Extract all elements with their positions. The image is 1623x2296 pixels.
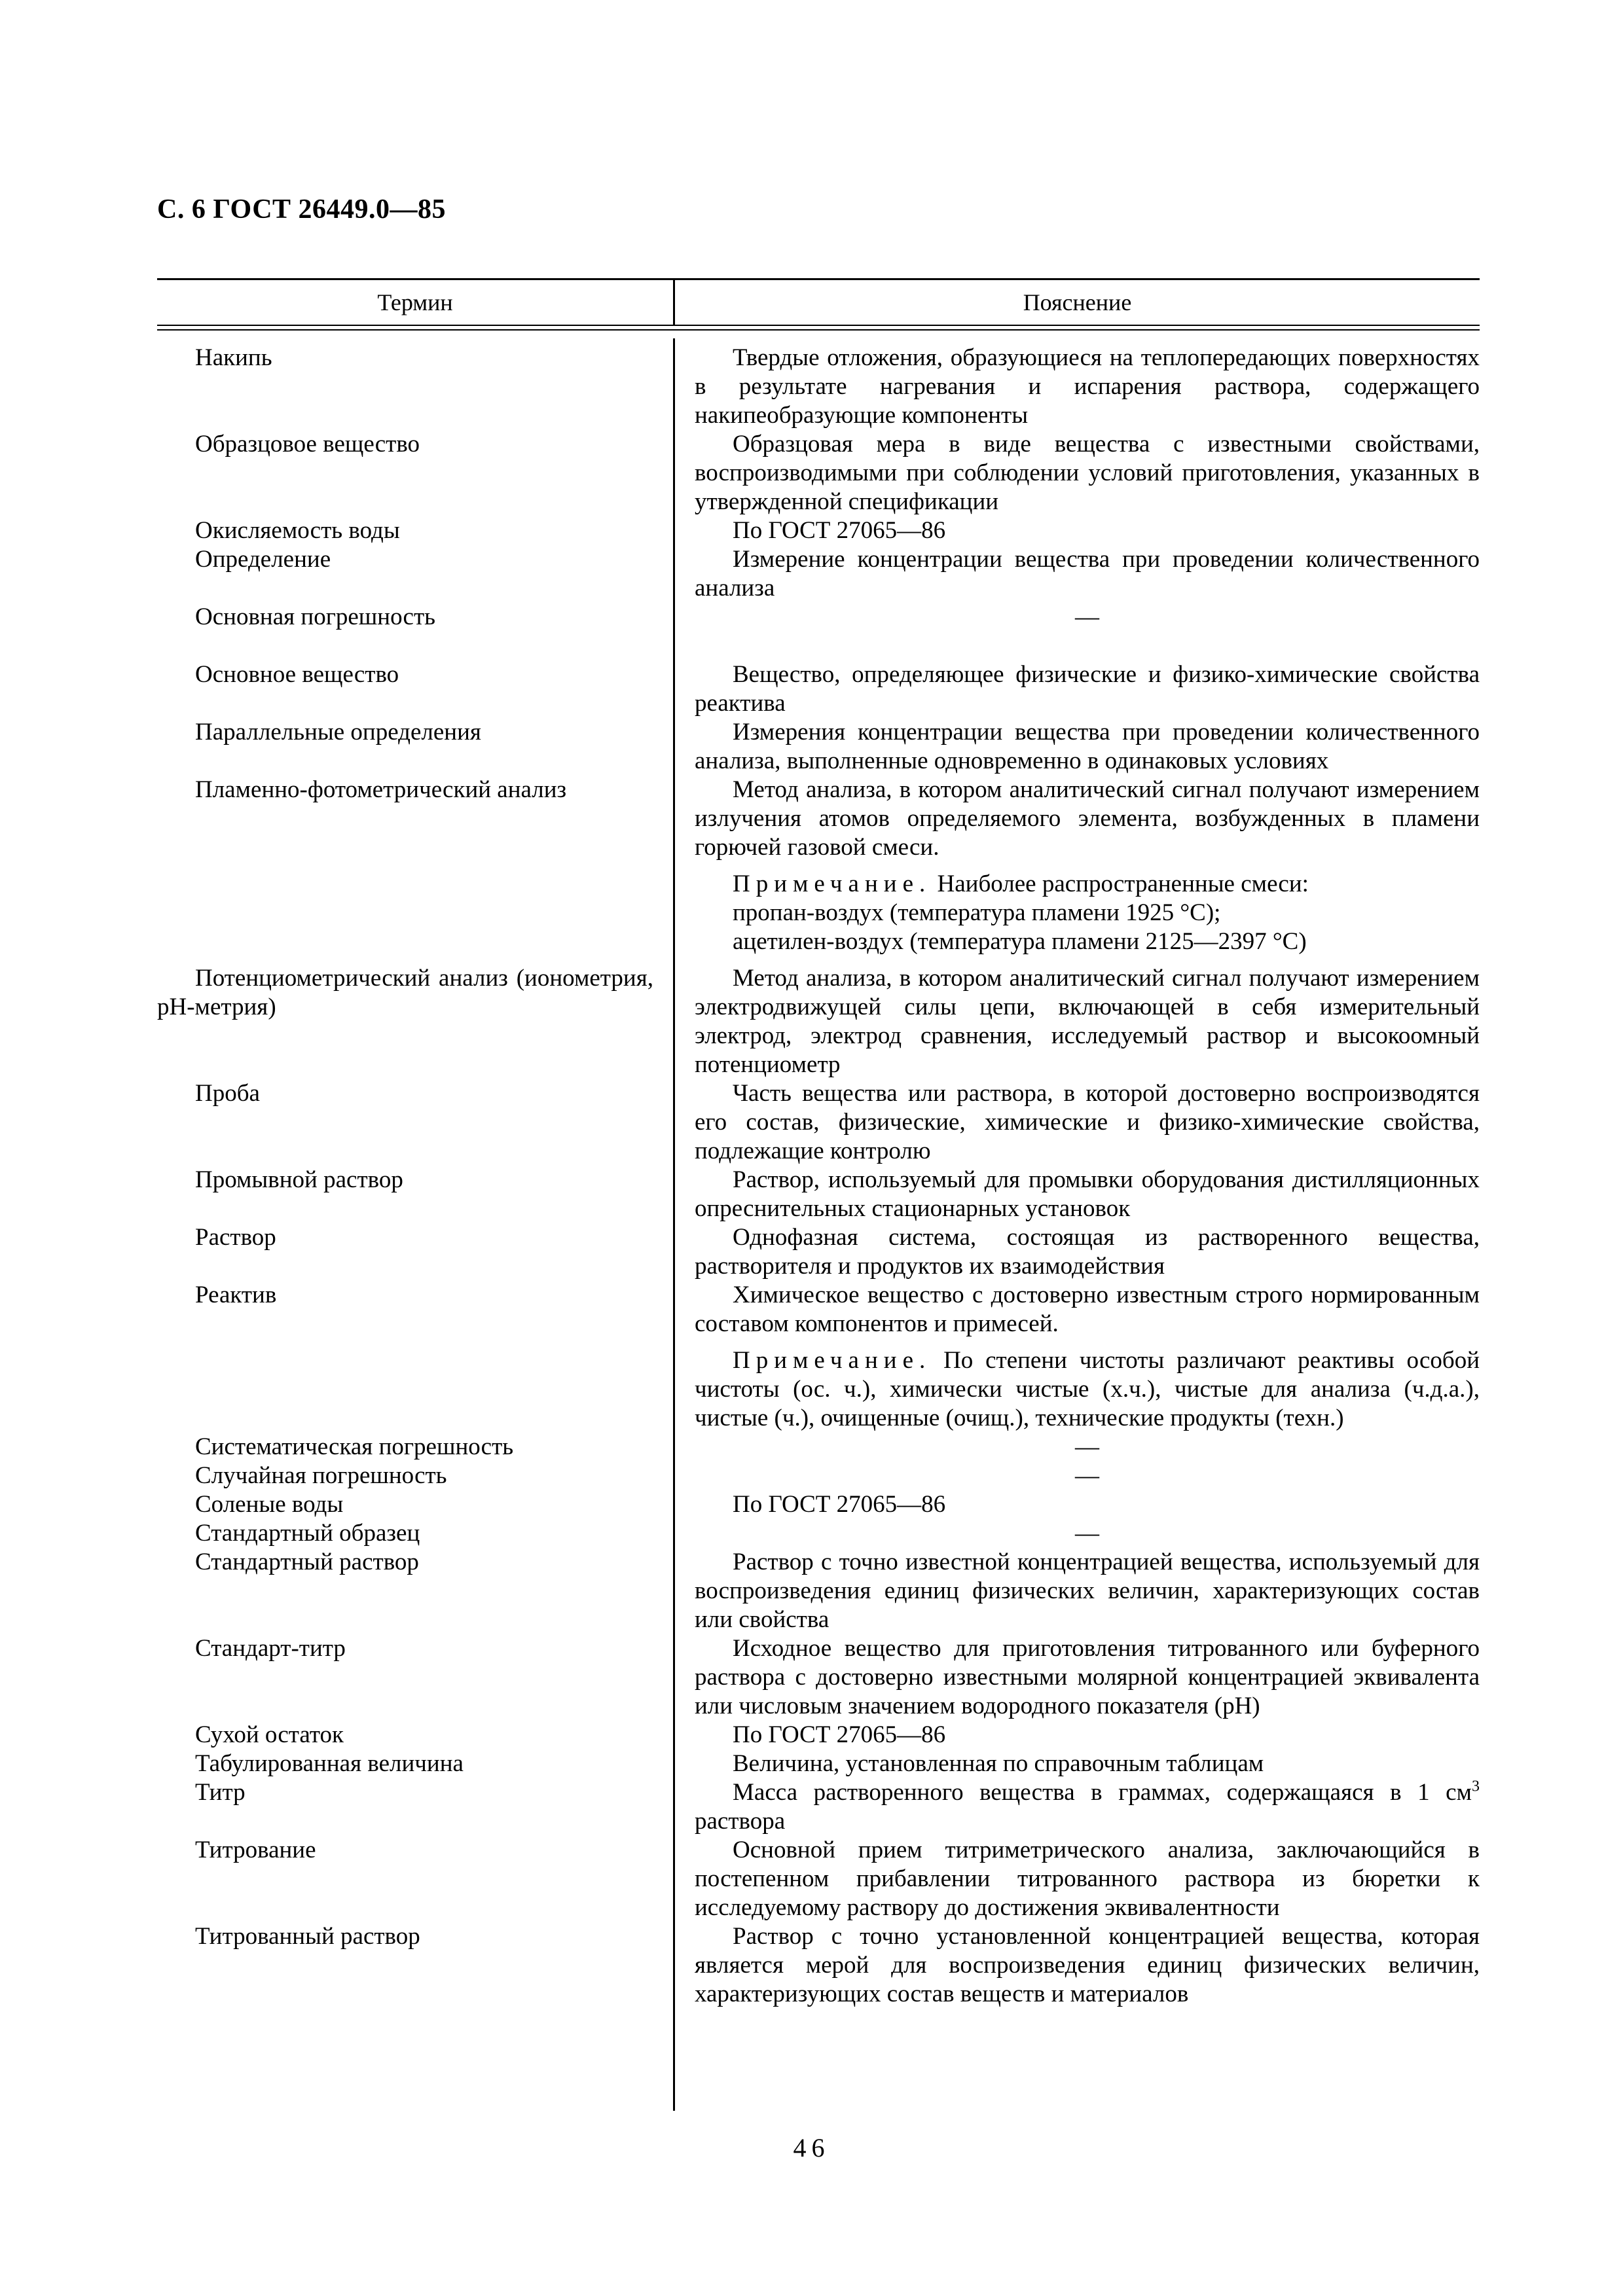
superscript: 3 bbox=[1472, 1778, 1480, 1795]
explanation-text: Величина, установленная по справочным таблицам bbox=[733, 1750, 1264, 1777]
explanation-cell bbox=[673, 603, 1480, 660]
explanation-cell bbox=[673, 1836, 1480, 1922]
explanation-text: Однофазная система, состоящая из растворенного вещества, растворителя и продуктов их взаимодействия bbox=[695, 1224, 1480, 1280]
term-cell: Основное вещество bbox=[195, 661, 399, 688]
table-row bbox=[157, 776, 1480, 964]
table-row bbox=[157, 1223, 1480, 1281]
table-row bbox=[157, 1079, 1480, 1166]
column-header-explanation: Пояснение bbox=[1023, 289, 1132, 315]
explanation-dash: — bbox=[1075, 603, 1099, 630]
note-label: Примечание. bbox=[733, 1347, 932, 1374]
note bbox=[695, 1346, 1480, 1433]
explanation-cell bbox=[673, 1433, 1480, 1462]
note-line: пропан-воздух (температура пламени 1925 °С); bbox=[733, 899, 1221, 926]
note-text: По степени чистоты различают реактивы особой чистоты (ос. ч.), химически чистые (х.ч.), чистые для анализа (ч.д.а.), чистые (ч.), очищенные (очищ.), технические продукты (техн.) bbox=[695, 1347, 1480, 1431]
term-cell: Окисляемость воды bbox=[195, 517, 400, 544]
table-header bbox=[157, 280, 1480, 325]
explanation-cell bbox=[673, 545, 1480, 603]
table-row bbox=[157, 1490, 1480, 1519]
explanation-cell bbox=[673, 1721, 1480, 1749]
note-label: Примечание. bbox=[733, 870, 932, 897]
table-row bbox=[157, 1281, 1480, 1433]
explanation-cell bbox=[673, 1548, 1480, 1634]
explanation-cell bbox=[673, 1223, 1480, 1281]
explanation-text: Метод анализа, в котором аналитический сигнал получают измерением излучения атомов определяемого элемента, возбужденных в пламени горючей газовой смеси. bbox=[695, 776, 1480, 861]
explanation-dash: — bbox=[1075, 1462, 1099, 1489]
table-row bbox=[157, 1634, 1480, 1721]
table-row bbox=[157, 603, 1480, 660]
explanation-cell bbox=[673, 1490, 1480, 1519]
explanation-text: По ГОСТ 27065—86 bbox=[733, 1491, 946, 1518]
explanation-text: Раствор с точно установленной концентрацией вещества, которая является мерой для воспроизведения единиц физических величин, характеризующих состав веществ и материалов bbox=[695, 1923, 1480, 2007]
header-rule bbox=[157, 329, 1480, 331]
table-row bbox=[157, 1922, 1480, 2009]
explanation-cell bbox=[673, 660, 1480, 718]
table-row bbox=[157, 1836, 1480, 1922]
explanation-cell bbox=[673, 1519, 1480, 1548]
explanation-text: Образцовая мера в виде вещества с известными свойствами, воспроизводимыми при соблюдении условий приготовления, указанных в утвержденной спецификации bbox=[695, 431, 1480, 515]
table-row bbox=[157, 1519, 1480, 1548]
term-cell: Проба bbox=[195, 1080, 260, 1107]
column-divider bbox=[673, 338, 675, 2111]
explanation-cell bbox=[673, 718, 1480, 776]
explanation-cell bbox=[673, 1749, 1480, 1778]
term-cell: Образцовое вещество bbox=[195, 431, 420, 457]
note-text: Наиболее распространенные смеси: bbox=[937, 870, 1309, 897]
term-cell: Стандартный раствор bbox=[195, 1549, 419, 1575]
explanation-text: Химическое вещество с достоверно известным строго нормированным составом компонентов и примесей. bbox=[695, 1282, 1480, 1337]
explanation-text bbox=[695, 1778, 1480, 1836]
column-header-term: Термин bbox=[157, 280, 675, 325]
explanation-text: Исходное вещество для приготовления титрованного или буферного раствора с достоверно известными молярной концентрацией эквивалента или числовым значением водородного показателя (рН) bbox=[695, 1635, 1480, 1719]
explanation-text: Основной прием титриметрического анализа, заключающийся в постепенном прибавлении титрованного раствора из бюретки к исследуемому раствору до достижения эквивалентности bbox=[695, 1837, 1480, 1921]
explanation-text: Измерения концентрации вещества при проведении количественного анализа, выполненные одновременно в одинаковых условиях bbox=[695, 719, 1480, 774]
explanation-text: Твердые отложения, образующиеся на теплопередающих поверхностях в результате нагревания и испарения раствора, содержащего накипеобразующие компоненты bbox=[695, 344, 1480, 429]
term-cell: Раствор bbox=[195, 1224, 276, 1251]
explanation-cell bbox=[673, 1079, 1480, 1166]
explanation-text: Измерение концентрации вещества при проведении количественного анализа bbox=[695, 546, 1480, 601]
term-cell: Соленые воды bbox=[195, 1491, 344, 1518]
note bbox=[695, 870, 1480, 899]
table-row bbox=[157, 516, 1480, 545]
explanation-cell bbox=[673, 430, 1480, 516]
term-cell: Накипь bbox=[195, 344, 272, 371]
explanation-text: По ГОСТ 27065—86 bbox=[733, 1721, 946, 1748]
explanation-text: Часть вещества или раствора, в которой достоверно воспроизводятся его состав, физические, химические и физико-химические свойства, подлежащие контролю bbox=[695, 1080, 1480, 1164]
term-cell: Основная погрешность bbox=[195, 603, 435, 630]
term-cell: Титрование bbox=[195, 1837, 316, 1863]
explanation-cell bbox=[673, 1462, 1480, 1490]
explanation-cell bbox=[673, 964, 1480, 1079]
term-cell: Параллельные определения bbox=[195, 719, 481, 745]
table-row bbox=[157, 964, 1480, 1079]
table-row bbox=[157, 344, 1480, 430]
term-cell: Титр bbox=[195, 1779, 246, 1806]
explanation-dash: — bbox=[1075, 1433, 1099, 1460]
explanation-text: Вещество, определяющее физические и физико-химические свойства реактива bbox=[695, 661, 1480, 717]
term-cell: Табулированная величина bbox=[195, 1750, 464, 1777]
table-row bbox=[157, 430, 1480, 516]
term-cell: Сухой остаток bbox=[195, 1721, 344, 1748]
table-row bbox=[157, 1721, 1480, 1749]
explanation-tail: раствора bbox=[695, 1808, 786, 1835]
term-cell: Реактив bbox=[195, 1282, 277, 1308]
table-row bbox=[157, 1548, 1480, 1634]
table-row bbox=[157, 1749, 1480, 1778]
table-row bbox=[157, 1166, 1480, 1223]
term-cell: Пламенно-фотометрический анализ bbox=[195, 776, 567, 803]
explanation-cell bbox=[673, 344, 1480, 430]
note-line: ацетилен-воздух (температура пламени 2125—2397 °С) bbox=[733, 928, 1307, 955]
explanation-main: Масса растворенного вещества в граммах, содержащаяся в 1 см bbox=[733, 1779, 1472, 1806]
explanation-cell bbox=[673, 1281, 1480, 1433]
explanation-cell bbox=[673, 1778, 1480, 1836]
term-cell: Систематическая погрешность bbox=[195, 1433, 514, 1460]
term-cell: Стандартный образец bbox=[195, 1520, 420, 1547]
terms-table bbox=[157, 278, 1480, 2009]
explanation-text: По ГОСТ 27065—86 bbox=[733, 517, 946, 544]
table-row bbox=[157, 1462, 1480, 1490]
table-row bbox=[157, 718, 1480, 776]
page-number: 46 bbox=[793, 2133, 830, 2162]
table-row bbox=[157, 660, 1480, 718]
table-row bbox=[157, 1433, 1480, 1462]
term-cell: Титрованный раствор bbox=[195, 1923, 420, 1950]
explanation-text: Метод анализа, в котором аналитический сигнал получают измерением электродвижущей силы цепи, включающей в себя измерительный электрод, электрод сравнения, исследуемый раствор и высокоомный потенциометр bbox=[695, 965, 1480, 1078]
term-cell: Потенциометрический анализ (ионометрия, рН-метрия) bbox=[157, 965, 653, 1020]
term-cell: Случайная погрешность bbox=[195, 1462, 447, 1489]
explanation-text: Раствор, используемый для промывки оборудования дистилляционных опреснительных стационарных установок bbox=[695, 1166, 1480, 1222]
explanation-cell bbox=[673, 1922, 1480, 2009]
table-row bbox=[157, 1778, 1480, 1836]
term-cell: Промывной раствор bbox=[195, 1166, 403, 1193]
explanation-cell bbox=[673, 776, 1480, 964]
page-header: С. 6 ГОСТ 26449.0—85 bbox=[157, 194, 447, 224]
term-cell: Стандарт-титр bbox=[195, 1635, 346, 1662]
explanation-cell bbox=[673, 1634, 1480, 1721]
header-rule bbox=[157, 325, 1480, 326]
explanation-cell bbox=[673, 1166, 1480, 1223]
term-cell: Определение bbox=[195, 546, 331, 573]
table-body bbox=[157, 344, 1480, 2009]
explanation-dash: — bbox=[1075, 1520, 1099, 1547]
explanation-cell bbox=[673, 516, 1480, 545]
explanation-text: Раствор с точно известной концентрацией вещества, используемый для воспроизведения единиц физических величин, характеризующих состав или свойства bbox=[695, 1549, 1480, 1633]
table-row bbox=[157, 545, 1480, 603]
